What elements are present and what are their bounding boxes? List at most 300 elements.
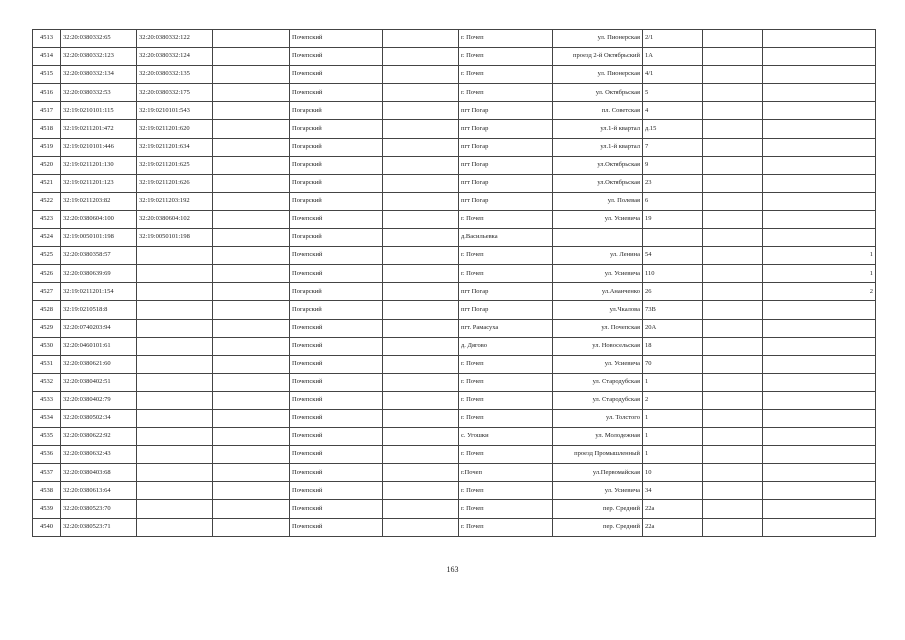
cadastral-number-cell: 32:19:0050101:198 <box>61 229 137 247</box>
row-number-cell: 4540 <box>33 518 61 536</box>
count-cell <box>763 120 876 138</box>
parent-cadastral-number-cell: 32:19:0210101:543 <box>137 102 213 120</box>
table-row <box>33 391 876 409</box>
cadastral-number-cell: 32:20:0380332:65 <box>61 30 137 48</box>
blank-column-cell <box>213 102 290 120</box>
blank-column-2-cell <box>383 500 459 518</box>
table-row <box>33 138 876 156</box>
cadastral-number-cell: 32:19:0210101:115 <box>61 102 137 120</box>
parent-cadastral-number-cell <box>137 373 213 391</box>
row-number-cell: 4520 <box>33 156 61 174</box>
district-cell: Погарский <box>290 120 383 138</box>
blank-column-cell <box>213 192 290 210</box>
count-cell <box>763 192 876 210</box>
house-number-cell: 22а <box>643 518 703 536</box>
settlement-cell: с. Угошки <box>459 428 553 446</box>
district-cell: Почепский <box>290 265 383 283</box>
blank-column-cell <box>213 337 290 355</box>
district-cell: Почепский <box>290 210 383 228</box>
blank-column-cell <box>213 391 290 409</box>
district-cell: Почепский <box>290 337 383 355</box>
settlement-cell: г. Почеп <box>459 482 553 500</box>
parent-cadastral-number-cell: 32:19:0050101:198 <box>137 229 213 247</box>
settlement-cell: пгт Погар <box>459 138 553 156</box>
blank-column-3-cell <box>703 446 763 464</box>
page-number: 163 <box>446 565 459 574</box>
blank-column-3-cell <box>703 174 763 192</box>
settlement-cell: г.Почеп <box>459 464 553 482</box>
blank-column-cell <box>213 84 290 102</box>
settlement-cell: д. Дягово <box>459 337 553 355</box>
blank-column-3-cell <box>703 156 763 174</box>
count-cell <box>763 66 876 84</box>
house-number-cell: 1А <box>643 48 703 66</box>
table-row <box>33 84 876 102</box>
blank-column-2-cell <box>383 210 459 228</box>
table-row <box>33 464 876 482</box>
table-row <box>33 482 876 500</box>
blank-column-3-cell <box>703 355 763 373</box>
table-row <box>33 518 876 536</box>
table-row <box>33 428 876 446</box>
blank-column-cell <box>213 30 290 48</box>
district-cell: Почепский <box>290 482 383 500</box>
blank-column-2-cell <box>383 464 459 482</box>
blank-column-3-cell <box>703 247 763 265</box>
street-cell: ул.Ананченко <box>553 283 643 301</box>
street-cell: ул. Пионерская <box>553 30 643 48</box>
house-number-cell: 23 <box>643 174 703 192</box>
street-cell: ул.Октябрьская <box>553 174 643 192</box>
district-cell: Погарский <box>290 156 383 174</box>
row-number-cell: 4524 <box>33 229 61 247</box>
district-cell: Почепский <box>290 48 383 66</box>
settlement-cell: пгт Погар <box>459 301 553 319</box>
count-cell <box>763 355 876 373</box>
blank-column-2-cell <box>383 174 459 192</box>
street-cell: ул.1-й квартал <box>553 120 643 138</box>
row-number-cell: 4521 <box>33 174 61 192</box>
blank-column-cell <box>213 319 290 337</box>
parent-cadastral-number-cell <box>137 337 213 355</box>
parent-cadastral-number-cell <box>137 301 213 319</box>
blank-column-3-cell <box>703 373 763 391</box>
row-number-cell: 4514 <box>33 48 61 66</box>
blank-column-3-cell <box>703 138 763 156</box>
count-cell <box>763 229 876 247</box>
table-row <box>33 355 876 373</box>
blank-column-cell <box>213 229 290 247</box>
settlement-cell: г. Почеп <box>459 391 553 409</box>
house-number-cell <box>643 229 703 247</box>
street-cell: ул. Усиевича <box>553 210 643 228</box>
house-number-cell: 4 <box>643 102 703 120</box>
district-cell: Погарский <box>290 283 383 301</box>
row-number-cell: 4536 <box>33 446 61 464</box>
house-number-cell: 9 <box>643 156 703 174</box>
blank-column-cell <box>213 409 290 427</box>
count-cell <box>763 210 876 228</box>
street-cell: ул. Толстого <box>553 409 643 427</box>
blank-column-2-cell <box>383 409 459 427</box>
district-cell: Погарский <box>290 301 383 319</box>
cadastral-number-cell: 32:20:0380402:51 <box>61 373 137 391</box>
count-cell <box>763 84 876 102</box>
street-cell: пер. Средний <box>553 500 643 518</box>
street-cell: ул. Молодежная <box>553 428 643 446</box>
blank-column-cell <box>213 500 290 518</box>
cadastral-number-cell: 32:20:0380332:123 <box>61 48 137 66</box>
table-row <box>33 373 876 391</box>
settlement-cell: пгт Погар <box>459 120 553 138</box>
property-register-table <box>32 29 876 537</box>
district-cell: Почепский <box>290 319 383 337</box>
house-number-cell: 10 <box>643 464 703 482</box>
table-row <box>33 30 876 48</box>
street-cell: проезд 2-й Октябрьский <box>553 48 643 66</box>
count-cell <box>763 48 876 66</box>
blank-column-2-cell <box>383 337 459 355</box>
street-cell: ул. Усиевича <box>553 355 643 373</box>
blank-column-3-cell <box>703 210 763 228</box>
blank-column-3-cell <box>703 337 763 355</box>
settlement-cell: г. Почеп <box>459 518 553 536</box>
table-row <box>33 409 876 427</box>
table-row <box>33 319 876 337</box>
house-number-cell: 2/1 <box>643 30 703 48</box>
street-cell: ул.Первомайская <box>553 464 643 482</box>
blank-column-3-cell <box>703 283 763 301</box>
count-cell <box>763 301 876 319</box>
blank-column-cell <box>213 518 290 536</box>
house-number-cell: 22а <box>643 500 703 518</box>
parent-cadastral-number-cell <box>137 518 213 536</box>
table-row <box>33 337 876 355</box>
blank-column-cell <box>213 156 290 174</box>
cadastral-number-cell: 32:19:0210518:8 <box>61 301 137 319</box>
cadastral-number-cell: 32:19:0211201:472 <box>61 120 137 138</box>
blank-column-3-cell <box>703 265 763 283</box>
row-number-cell: 4513 <box>33 30 61 48</box>
street-cell: ул. Пионерская <box>553 66 643 84</box>
house-number-cell: 5 <box>643 84 703 102</box>
cadastral-number-cell: 32:20:0380622:92 <box>61 428 137 446</box>
table-row <box>33 192 876 210</box>
count-cell <box>763 102 876 120</box>
count-cell <box>763 391 876 409</box>
table-row <box>33 156 876 174</box>
house-number-cell: 110 <box>643 265 703 283</box>
blank-column-2-cell <box>383 482 459 500</box>
blank-column-2-cell <box>383 319 459 337</box>
house-number-cell: 1 <box>643 446 703 464</box>
count-cell <box>763 174 876 192</box>
cadastral-number-cell: 32:20:0380502:34 <box>61 409 137 427</box>
blank-column-3-cell <box>703 409 763 427</box>
parent-cadastral-number-cell: 32:19:0211203:192 <box>137 192 213 210</box>
cadastral-number-cell: 32:19:0211201:130 <box>61 156 137 174</box>
street-cell: пл. Советская <box>553 102 643 120</box>
blank-column-2-cell <box>383 301 459 319</box>
row-number-cell: 4535 <box>33 428 61 446</box>
parent-cadastral-number-cell: 32:20:0380332:135 <box>137 66 213 84</box>
street-cell: ул.1-й квартал <box>553 138 643 156</box>
parent-cadastral-number-cell: 32:19:0211201:634 <box>137 138 213 156</box>
count-cell <box>763 518 876 536</box>
house-number-cell: 1 <box>643 409 703 427</box>
house-number-cell: 18 <box>643 337 703 355</box>
blank-column-cell <box>213 283 290 301</box>
row-number-cell: 4522 <box>33 192 61 210</box>
parent-cadastral-number-cell <box>137 409 213 427</box>
blank-column-3-cell <box>703 482 763 500</box>
district-cell: Почепский <box>290 391 383 409</box>
settlement-cell: пгт Погар <box>459 156 553 174</box>
count-cell <box>763 500 876 518</box>
district-cell: Погарский <box>290 229 383 247</box>
district-cell: Почепский <box>290 84 383 102</box>
cadastral-number-cell: 32:20:0380403:68 <box>61 464 137 482</box>
settlement-cell: г. Почеп <box>459 84 553 102</box>
parent-cadastral-number-cell: 32:19:0211201:620 <box>137 120 213 138</box>
row-number-cell: 4537 <box>33 464 61 482</box>
street-cell <box>553 229 643 247</box>
row-number-cell: 4530 <box>33 337 61 355</box>
count-cell <box>763 138 876 156</box>
count-cell <box>763 337 876 355</box>
street-cell: ул. Почепская <box>553 319 643 337</box>
blank-column-3-cell <box>703 301 763 319</box>
cadastral-number-cell: 32:20:0380639:69 <box>61 265 137 283</box>
blank-column-3-cell <box>703 319 763 337</box>
settlement-cell: пгт Погар <box>459 192 553 210</box>
table-row <box>33 283 876 301</box>
house-number-cell: 7 <box>643 138 703 156</box>
table-row <box>33 265 876 283</box>
row-number-cell: 4516 <box>33 84 61 102</box>
count-cell: 1 <box>763 247 876 265</box>
house-number-cell: 6 <box>643 192 703 210</box>
cadastral-number-cell: 32:20:0380332:134 <box>61 66 137 84</box>
street-cell: ул.Чкалова <box>553 301 643 319</box>
district-cell: Почепский <box>290 30 383 48</box>
blank-column-2-cell <box>383 192 459 210</box>
blank-column-cell <box>213 138 290 156</box>
district-cell: Почепский <box>290 518 383 536</box>
blank-column-2-cell <box>383 102 459 120</box>
parent-cadastral-number-cell <box>137 500 213 518</box>
count-cell <box>763 30 876 48</box>
house-number-cell: 4/1 <box>643 66 703 84</box>
table-row <box>33 66 876 84</box>
count-cell <box>763 464 876 482</box>
district-cell: Почепский <box>290 500 383 518</box>
table-row <box>33 48 876 66</box>
settlement-cell: пгт Погар <box>459 102 553 120</box>
blank-column-2-cell <box>383 120 459 138</box>
street-cell: проезд Промышленный <box>553 446 643 464</box>
cadastral-number-cell: 32:19:0211201:123 <box>61 174 137 192</box>
parent-cadastral-number-cell <box>137 247 213 265</box>
row-number-cell: 4534 <box>33 409 61 427</box>
count-cell <box>763 319 876 337</box>
cadastral-number-cell: 32:20:0380621:60 <box>61 355 137 373</box>
blank-column-3-cell <box>703 464 763 482</box>
blank-column-2-cell <box>383 229 459 247</box>
cadastral-number-cell: 32:20:0380358:57 <box>61 247 137 265</box>
district-cell: Почепский <box>290 464 383 482</box>
row-number-cell: 4519 <box>33 138 61 156</box>
district-cell: Почепский <box>290 355 383 373</box>
cadastral-number-cell: 32:19:0211203:82 <box>61 192 137 210</box>
blank-column-cell <box>213 210 290 228</box>
table-row <box>33 210 876 228</box>
count-cell <box>763 482 876 500</box>
table-row <box>33 120 876 138</box>
settlement-cell: г. Почеп <box>459 265 553 283</box>
row-number-cell: 4527 <box>33 283 61 301</box>
blank-column-cell <box>213 428 290 446</box>
settlement-cell: г. Почеп <box>459 247 553 265</box>
cadastral-number-cell: 32:19:0210101:446 <box>61 138 137 156</box>
district-cell: Почепский <box>290 66 383 84</box>
table-row <box>33 446 876 464</box>
blank-column-cell <box>213 464 290 482</box>
parent-cadastral-number-cell <box>137 428 213 446</box>
house-number-cell: 73В <box>643 301 703 319</box>
row-number-cell: 4539 <box>33 500 61 518</box>
parent-cadastral-number-cell: 32:19:0211201:626 <box>137 174 213 192</box>
blank-column-3-cell <box>703 391 763 409</box>
street-cell: ул. Новосельская <box>553 337 643 355</box>
settlement-cell: г. Почеп <box>459 446 553 464</box>
table-body <box>33 30 876 537</box>
parent-cadastral-number-cell <box>137 355 213 373</box>
blank-column-3-cell <box>703 518 763 536</box>
row-number-cell: 4523 <box>33 210 61 228</box>
settlement-cell: г. Почеп <box>459 500 553 518</box>
row-number-cell: 4526 <box>33 265 61 283</box>
blank-column-2-cell <box>383 138 459 156</box>
table-row <box>33 102 876 120</box>
street-cell: ул. Октябрьская <box>553 84 643 102</box>
count-cell <box>763 373 876 391</box>
blank-column-cell <box>213 482 290 500</box>
blank-column-2-cell <box>383 446 459 464</box>
table-row <box>33 229 876 247</box>
street-cell: ул.Октябрьская <box>553 156 643 174</box>
blank-column-2-cell <box>383 355 459 373</box>
count-cell: 2 <box>763 283 876 301</box>
settlement-cell: г. Почеп <box>459 355 553 373</box>
cadastral-number-cell: 32:19:0211201:154 <box>61 283 137 301</box>
row-number-cell: 4517 <box>33 102 61 120</box>
parent-cadastral-number-cell <box>137 482 213 500</box>
house-number-cell: 1 <box>643 373 703 391</box>
parent-cadastral-number-cell: 32:20:0380332:175 <box>137 84 213 102</box>
settlement-cell: г. Почеп <box>459 409 553 427</box>
blank-column-cell <box>213 247 290 265</box>
blank-column-2-cell <box>383 373 459 391</box>
district-cell: Почепский <box>290 373 383 391</box>
row-number-cell: 4518 <box>33 120 61 138</box>
cadastral-number-cell: 32:20:0380523:70 <box>61 500 137 518</box>
settlement-cell: пгт. Рамасуха <box>459 319 553 337</box>
blank-column-3-cell <box>703 102 763 120</box>
settlement-cell: пгт Погар <box>459 283 553 301</box>
count-cell <box>763 156 876 174</box>
count-cell: 1 <box>763 265 876 283</box>
cadastral-number-cell: 32:20:0380613:64 <box>61 482 137 500</box>
house-number-cell: 20А <box>643 319 703 337</box>
row-number-cell: 4533 <box>33 391 61 409</box>
blank-column-2-cell <box>383 66 459 84</box>
parent-cadastral-number-cell <box>137 464 213 482</box>
blank-column-cell <box>213 301 290 319</box>
house-number-cell: 19 <box>643 210 703 228</box>
district-cell: Погарский <box>290 174 383 192</box>
blank-column-2-cell <box>383 48 459 66</box>
blank-column-cell <box>213 174 290 192</box>
blank-column-3-cell <box>703 66 763 84</box>
blank-column-2-cell <box>383 156 459 174</box>
street-cell: ул. Усиевича <box>553 482 643 500</box>
street-cell: ул. Стародубская <box>553 391 643 409</box>
blank-column-2-cell <box>383 265 459 283</box>
table-row <box>33 301 876 319</box>
parent-cadastral-number-cell <box>137 265 213 283</box>
count-cell <box>763 409 876 427</box>
house-number-cell: 1 <box>643 428 703 446</box>
parent-cadastral-number-cell: 32:19:0211201:625 <box>137 156 213 174</box>
blank-column-2-cell <box>383 428 459 446</box>
settlement-cell: г. Почеп <box>459 30 553 48</box>
cadastral-number-cell: 32:20:0380604:100 <box>61 210 137 228</box>
cadastral-number-cell: 32:20:0740203:94 <box>61 319 137 337</box>
street-cell: ул. Ленина <box>553 247 643 265</box>
house-number-cell: 2 <box>643 391 703 409</box>
district-cell: Почепский <box>290 247 383 265</box>
row-number-cell: 4525 <box>33 247 61 265</box>
blank-column-2-cell <box>383 518 459 536</box>
count-cell <box>763 428 876 446</box>
settlement-cell: г. Почеп <box>459 66 553 84</box>
blank-column-cell <box>213 446 290 464</box>
blank-column-2-cell <box>383 30 459 48</box>
blank-column-cell <box>213 265 290 283</box>
cadastral-number-cell: 32:20:0380332:53 <box>61 84 137 102</box>
table-row <box>33 247 876 265</box>
row-number-cell: 4528 <box>33 301 61 319</box>
parent-cadastral-number-cell: 32:20:0380604:102 <box>137 210 213 228</box>
district-cell: Погарский <box>290 102 383 120</box>
parent-cadastral-number-cell <box>137 446 213 464</box>
count-cell <box>763 446 876 464</box>
table-row <box>33 174 876 192</box>
house-number-cell: 54 <box>643 247 703 265</box>
blank-column-3-cell <box>703 84 763 102</box>
row-number-cell: 4531 <box>33 355 61 373</box>
blank-column-3-cell <box>703 428 763 446</box>
blank-column-3-cell <box>703 229 763 247</box>
settlement-cell: г. Почеп <box>459 373 553 391</box>
blank-column-3-cell <box>703 500 763 518</box>
parent-cadastral-number-cell <box>137 391 213 409</box>
parent-cadastral-number-cell <box>137 319 213 337</box>
parent-cadastral-number-cell: 32:20:0380332:124 <box>137 48 213 66</box>
table-row <box>33 500 876 518</box>
street-cell: пер. Средний <box>553 518 643 536</box>
